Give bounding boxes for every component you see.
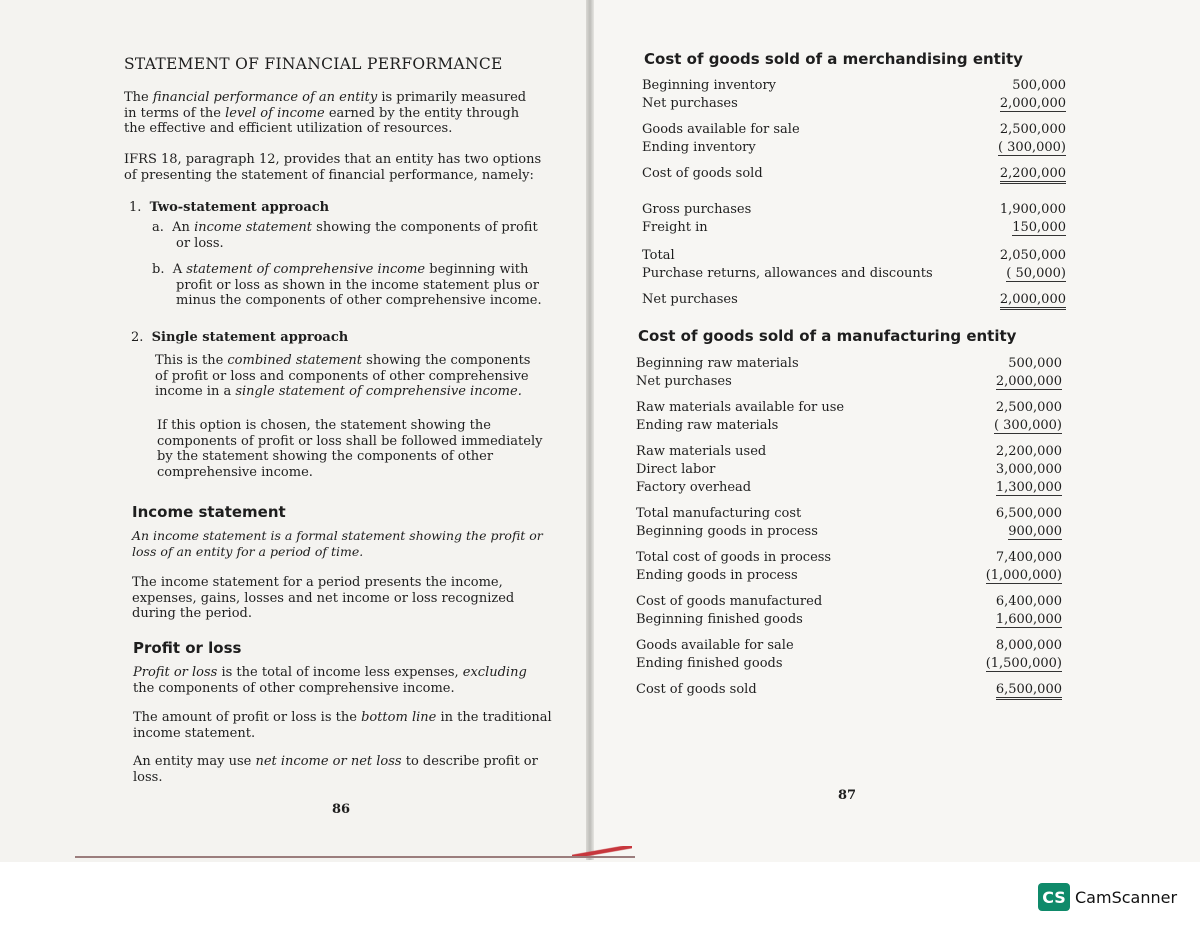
table-row (636, 550, 1062, 568)
row-value: 6,500,000 (996, 682, 1062, 700)
row-value: ( 300,000) (993, 418, 1062, 433)
row-label: Net purchases (642, 292, 738, 307)
row-label: Raw materials available for use (636, 400, 845, 415)
row-label: Goods available for sale (636, 638, 794, 653)
camscanner-watermark (1038, 883, 1177, 911)
table-row (642, 96, 1066, 114)
row-label: Net purchases (642, 96, 738, 111)
table-row (636, 638, 1062, 656)
page-number-right: 87 (838, 788, 857, 803)
row-label: Net purchases (636, 374, 732, 389)
table-row (636, 480, 1062, 498)
row-label: Gross purchases (642, 202, 752, 217)
table-row (642, 266, 1066, 284)
row-value: (1,000,000) (985, 568, 1062, 583)
manufacturing-table (636, 356, 1062, 716)
manufacturing-title: Cost of goods sold of a manufacturing entity (638, 327, 1017, 345)
intro-paragraph-2: IFRS 18, paragraph 12, provides that an entity has two options of presenting the statement of financial performance, namely: (124, 152, 542, 183)
profit-or-loss-paragraph-3: An entity may use net income or net loss to describe profit or loss. (133, 754, 538, 785)
row-label: Goods available for sale (642, 122, 800, 137)
table-row (642, 122, 1066, 140)
table-row (642, 220, 1066, 238)
row-value: ( 300,000) (997, 140, 1066, 155)
item-1b: b. A statement of comprehensive income beginning with profit or loss as shown in the income statement plus or minus the components of other comprehensive income. (152, 262, 542, 308)
income-statement-heading: Income statement (132, 503, 286, 521)
row-value: 2,500,000 (999, 122, 1066, 137)
table-row (636, 400, 1062, 418)
row-label: Beginning finished goods (636, 612, 803, 627)
row-value: 6,400,000 (995, 594, 1062, 609)
camscanner-logo-icon: CS (1038, 883, 1070, 911)
row-value: 2,000,000 (1000, 292, 1066, 310)
page-number-left: 86 (332, 802, 351, 817)
table-row (636, 612, 1062, 630)
profit-or-loss-paragraph-2: The amount of profit or loss is the bottom line in the traditional income statement. (133, 710, 552, 741)
row-value: 1,900,000 (999, 202, 1066, 217)
table-row (636, 682, 1062, 700)
item-1-heading: 1. Two-statement approach (129, 200, 330, 215)
table-row (642, 140, 1066, 158)
table-row (642, 202, 1066, 220)
row-value: 2,050,000 (999, 248, 1066, 263)
row-label: Total cost of goods in process (636, 550, 832, 565)
page-title: STATEMENT OF FINANCIAL PERFORMANCE (124, 55, 503, 73)
row-value: 2,000,000 (995, 374, 1062, 389)
merchandising-table (642, 78, 1066, 318)
row-value: 1,600,000 (995, 612, 1062, 627)
table-row (642, 248, 1066, 266)
item-2-paragraph-2: If this option is chosen, the statement showing the components of profit or loss shall be followed immediately by the statement showing the components of other comprehensive income. (157, 418, 543, 480)
row-value: 500,000 (1012, 78, 1066, 93)
row-label: Total manufacturing cost (636, 506, 802, 521)
row-label: Beginning raw materials (636, 356, 799, 371)
table-row (636, 418, 1062, 436)
book-spine (586, 0, 594, 860)
red-bookmark-mark (572, 846, 632, 856)
row-label: Total (642, 248, 675, 263)
row-value: 6,500,000 (995, 506, 1062, 521)
row-label: Beginning goods in process (636, 524, 818, 539)
row-label: Cost of goods sold (636, 682, 757, 697)
row-value: 3,000,000 (995, 462, 1062, 477)
table-row (636, 444, 1062, 462)
table-row (642, 292, 1066, 310)
row-label: Direct labor (636, 462, 716, 477)
profit-or-loss-heading: Profit or loss (133, 639, 242, 657)
row-value: 900,000 (1008, 524, 1062, 539)
table-row (636, 524, 1062, 542)
item-2-heading: 2. Single statement approach (131, 330, 349, 345)
row-value: 2,000,000 (999, 96, 1066, 111)
row-value: 500,000 (1008, 356, 1062, 371)
row-label: Ending finished goods (636, 656, 783, 671)
row-value: 2,200,000 (1000, 166, 1066, 184)
row-label: Purchase returns, allowances and discounts (642, 266, 933, 281)
row-value: ( 50,000) (1006, 266, 1066, 281)
table-row (636, 462, 1062, 480)
row-label: Freight in (642, 220, 708, 235)
row-value: 2,500,000 (995, 400, 1062, 415)
row-value: 8,000,000 (995, 638, 1062, 653)
profit-or-loss-paragraph-1: Profit or loss is the total of income less expenses, excluding the components of other comprehensive income. (133, 665, 527, 696)
row-label: Ending inventory (642, 140, 756, 155)
camscanner-text: CamScanner (1075, 887, 1178, 907)
row-value: 150,000 (1012, 220, 1066, 235)
table-row (636, 374, 1062, 392)
row-label: Cost of goods manufactured (636, 594, 823, 609)
row-label: Raw materials used (636, 444, 767, 459)
income-statement-definition: An income statement is a formal statement showing the profit or loss of an entity for a period of time. (132, 528, 543, 559)
scan-background (0, 862, 1200, 927)
row-value: 1,300,000 (995, 480, 1062, 495)
merchandising-title: Cost of goods sold of a merchandising entity (644, 50, 1023, 68)
table-row (636, 356, 1062, 374)
row-value: 7,400,000 (995, 550, 1062, 565)
row-value: (1,500,000) (985, 656, 1062, 671)
row-label: Ending raw materials (636, 418, 779, 433)
item-2-paragraph-1: This is the combined statement showing the components of profit or loss and components of other comprehensive income in a single statement of comprehensive income. (155, 353, 531, 399)
row-label: Factory overhead (636, 480, 752, 495)
row-label: Ending goods in process (636, 568, 798, 583)
table-row (642, 166, 1066, 184)
page-bottom-edge (75, 856, 635, 858)
item-1a: a. An income statement showing the components of profit or loss. (152, 220, 538, 251)
table-row (642, 78, 1066, 96)
table-row (636, 656, 1062, 674)
table-row (636, 568, 1062, 586)
intro-paragraph-1: The financial performance of an entity is primarily measured in terms of the level of income earned by the entity through the effective and efficient utilization of resources. (124, 90, 527, 136)
row-label: Cost of goods sold (642, 166, 763, 181)
row-label: Beginning inventory (642, 78, 777, 93)
row-value: 2,200,000 (995, 444, 1062, 459)
table-row (636, 506, 1062, 524)
table-row (636, 594, 1062, 612)
income-statement-paragraph: The income statement for a period presents the income, expenses, gains, losses and net income or loss recognized during the period. (132, 575, 515, 621)
